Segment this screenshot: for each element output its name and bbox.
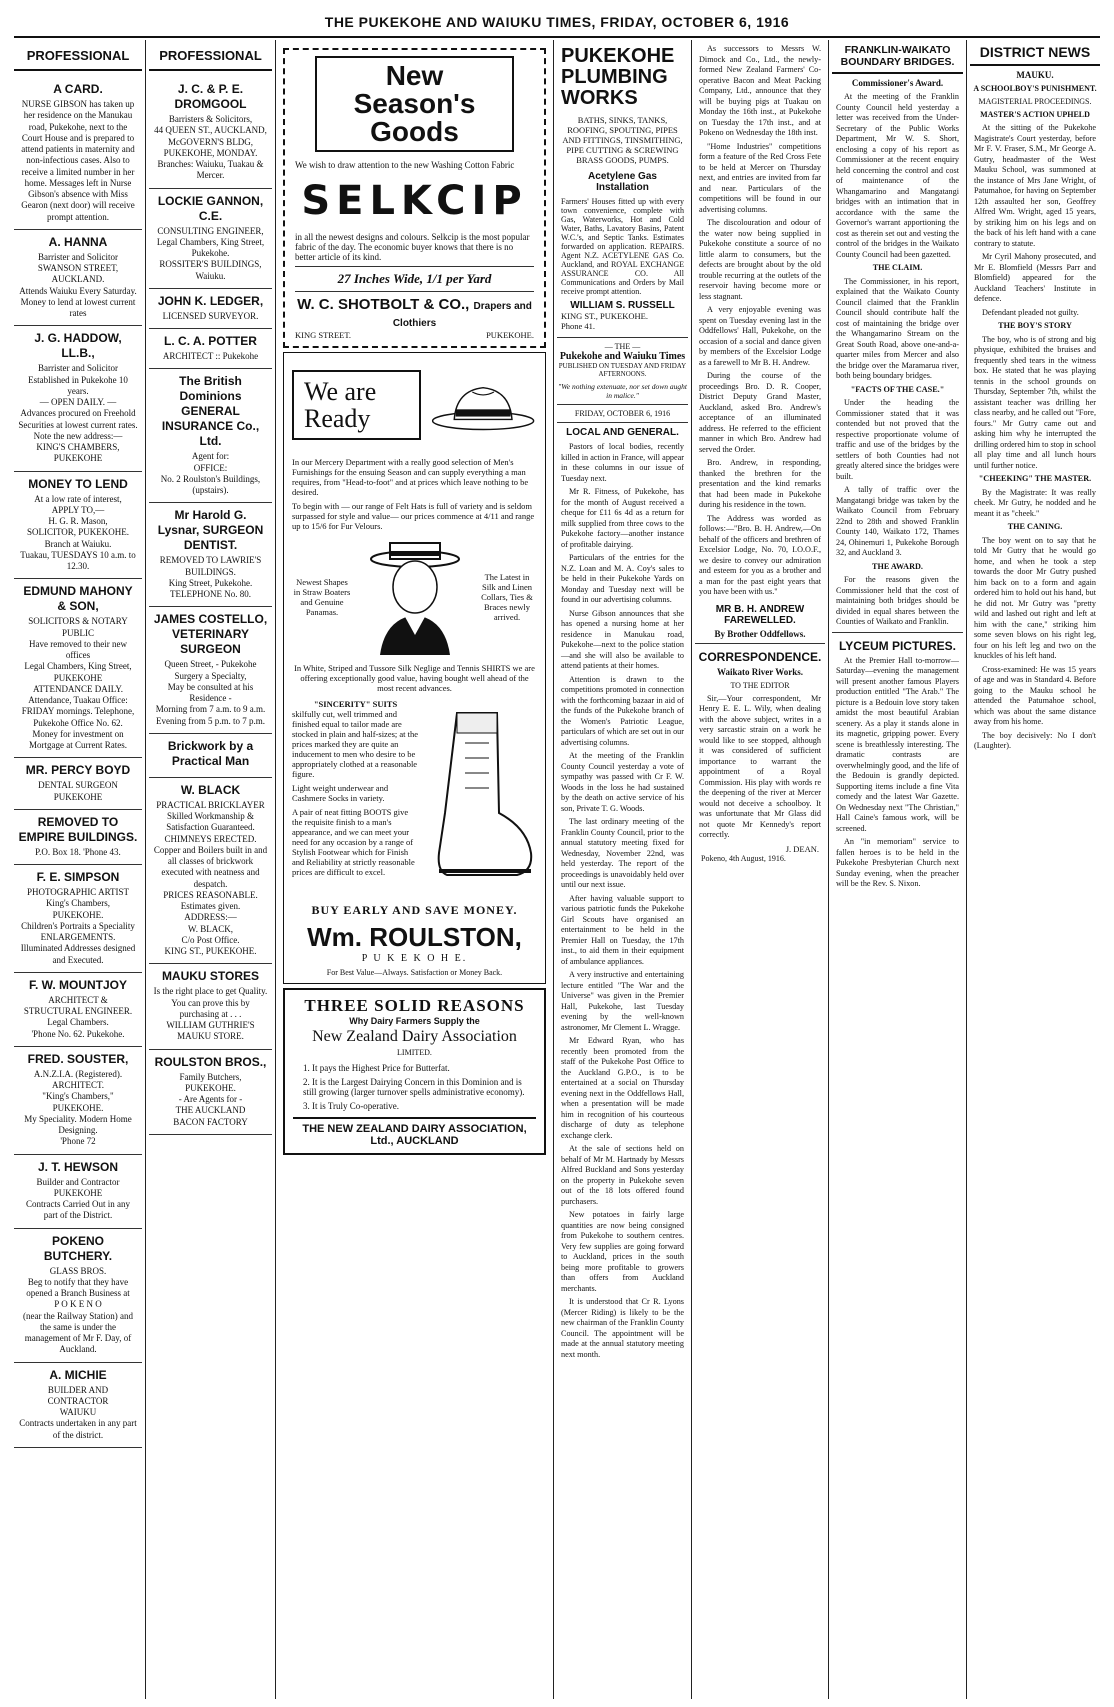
brand-name: SELKCIP bbox=[301, 178, 528, 224]
professional-card bbox=[149, 778, 272, 965]
plumbing-advert bbox=[557, 44, 688, 333]
ad-list bbox=[149, 77, 272, 1135]
card-title: MAUKU STORES bbox=[161, 969, 260, 984]
paragraph: At the meeting of the Franklin County Council yesterday a vote of sympathy was passed with Cr F. W. Woods in the loss he had sustained by the death on active service of his son, Private T. G. Woods. bbox=[561, 751, 684, 813]
paper-name: Pukekohe and Waiuku Times bbox=[559, 351, 686, 362]
professional-card bbox=[14, 1155, 142, 1229]
firm-name: W. C. SHOTBOLT & CO., Drapers and Clothiers bbox=[297, 296, 532, 329]
card-title: J. C. & P. E. DROMGOOL bbox=[174, 82, 247, 111]
paragraph: "Home Industries" competitions form a feature of the Red Cross Fete to be held at Mercer on Thursday next, and entries are invited from far and near. Particulars of the competitions will be found in our advertising columns. bbox=[699, 141, 821, 214]
card-body: DENTAL SURGEON PUKEKOHE bbox=[38, 780, 118, 802]
card-title: J. T. HEWSON bbox=[37, 1159, 118, 1174]
card-title: EDMUND MAHONY & SON, bbox=[23, 584, 133, 614]
professional-card bbox=[14, 77, 142, 230]
selkcip-advert bbox=[283, 48, 546, 348]
ad-intro: In our Mercery Department with a really good selection of Men's Furnishings for the ensuing Season and can supply everything a man requires, from "Head-to-foot" and at prices which leave nothing to be desired. bbox=[292, 457, 529, 497]
card-body: Builder and Contractor PUKEKOHE Contracts Carried Out in any part of the District. bbox=[26, 1176, 130, 1221]
professional-card bbox=[14, 758, 142, 810]
professional-card bbox=[14, 472, 142, 580]
paragraph: Mr Cyril Mahony prosecuted, and Mr E. Blomfield (Messrs Parr and Blomfield) appeared for the Auckland Teachers' Institute in defence. bbox=[974, 252, 1096, 303]
ad-title: We are Ready bbox=[292, 370, 421, 441]
ad-footer: For Best Value—Always. Satisfaction or Money Back. bbox=[326, 968, 503, 977]
column-boundary-bridges bbox=[832, 44, 963, 1699]
ad-suits-title: "SINCERITY" SUITS bbox=[313, 699, 398, 709]
paragraph: At the sitting of the Pukekohe Magistrate's Court yesterday, before Mr F. V. Fraser, S.M., Mr George A. Gutry, headmaster of the West Mauku School, was summoned at the instance of Mrs Jane Wright, of Patumahoe, for having on September 12th assaulted her son, Geoffrey Alfred Wm. Wright, aged 15 years, by striking him on his legs and on the back of his left hand with a cane contrary to statute. bbox=[974, 123, 1096, 248]
ad-name: New Zealand Dairy Association bbox=[312, 1028, 517, 1045]
paragraph: New potatoes in fairly large quantities are now being consigned from Pukekohe to southern centres. Very few supplies are going forward to Auckland, prices in the south being more profitable to growers than offers from Auckland merchants. bbox=[561, 1210, 684, 1293]
ad-ltd: LIMITED. bbox=[397, 1048, 432, 1057]
professional-card bbox=[149, 1050, 272, 1135]
card-body: NURSE GIBSON has taken up her residence on the Manukau road, Pukekohe, next to the Court House and is prepared to attend patients in maternity and non-infectious cases. Also to receive a limited number in her home. Messages left in Nurse Gibson's absence with Miss Gearon (next door) will receive prompt attention. bbox=[21, 99, 135, 222]
article-sub: Commissioner's Award. bbox=[851, 78, 944, 88]
card-title: Brickwork by a Practical Man bbox=[167, 738, 254, 768]
card-body: Agent for: OFFICE: No. 2 Roulston's Buildings, (upstairs). bbox=[160, 451, 261, 495]
correspondence-signature: J. DEAN. bbox=[785, 843, 819, 854]
card-title: REMOVED TO EMPIRE BUILDINGS. bbox=[18, 814, 138, 844]
professional-card bbox=[149, 503, 272, 607]
card-body: CONSULTING ENGINEER, Legal Chambers, King Street, Pukekohe. ROSSITER'S BUILDINGS, Waiuku. bbox=[156, 225, 265, 281]
professional-card bbox=[149, 189, 272, 289]
dateline: FRIDAY, OCTOBER 6, 1916 bbox=[574, 409, 671, 418]
ad-title: New Season's Goods bbox=[315, 56, 514, 152]
card-title: LOCKIE GANNON, C.E. bbox=[157, 193, 264, 223]
ad-sub: Why Dairy Farmers Supply the bbox=[349, 1016, 480, 1026]
card-body: Barristers & Solicitors, 44 QUEEN ST., AUCKLAND, McGOVERN'S BLDG, PUKEKOHE, MONDAY. Branches: Waiuku, Tuakau & Mercer. bbox=[154, 114, 267, 181]
paragraph: A very instructive and entertaining lecture entitled "The War and the Universe" was given in the Premier Hall, Pukekohe, last Tuesday evening by the well-known astronomer, Mr Clement L. Wragge. bbox=[561, 970, 684, 1032]
card-title: ROULSTON BROS., bbox=[154, 1054, 267, 1069]
paragraph: A tally of traffic over the Mangatangi bridge was taken by the Waikato Council from February 22nd to 28th and showed Franklin County 140, Waikato 172, Thames 24, Ohinemuri 1, Pukekohe Borough 32, and Auckland 3. bbox=[836, 485, 959, 557]
subheading: THE BOY'S STORY bbox=[998, 321, 1072, 330]
article-text bbox=[970, 123, 1100, 752]
local-general-text bbox=[557, 442, 688, 1360]
ad-collars: The Latest in Silk and Linen Collars, Ties & Braces newly arrived. bbox=[481, 572, 533, 622]
ad-body: BATHS, SINKS, TANKS, ROOFING, SPOUTING, PIPES AND FITTINGS, TINSMITHING, PIPE CUTTING & SCREWING BRASS GOODS, PUMPS. bbox=[562, 115, 683, 165]
card-title: The British Dominions GENERAL INSURANCE Co., Ltd. bbox=[161, 374, 260, 449]
professional-card bbox=[14, 973, 142, 1047]
points-list bbox=[303, 1063, 526, 1111]
paragraph: It is understood that Cr R. Lyons (Mercer Riding) is likely to be the new chairman of the Franklin County Council. The appointment will be made at the annual statutory meeting next month. bbox=[561, 1297, 685, 1359]
ad-price: 27 Inches Wide, 1/1 per Yard bbox=[337, 271, 492, 286]
firm-address: KING STREET. bbox=[295, 330, 352, 340]
column-divider bbox=[145, 40, 146, 1699]
article-sub: MAGISTERIAL PROCEEDINGS. bbox=[978, 97, 1092, 106]
ad-suits: skilfully cut, well trimmed and finished equal to tailor made are stocked in plain and half-sizes; at the prices marked they are quite an inducement to men who desire to be appropriately clothed at a reasonable figure. bbox=[292, 709, 419, 779]
paragraph: After having valuable support to various patriotic funds the Pukekohe Girl Scouts have organised an entertainment to be held in the Premier Hall on Tuesday, the 17th inst., to aid them in their equipment of ambulance appliances. bbox=[561, 893, 684, 966]
card-body: Barrister and Solicitor Established in Pukekohe 10 years. — OPEN DAILY. — Advances procured on Freehold Securities at lowest current rates. Note the new address:— KING'S CHAMBERS, PUKEKOHE bbox=[18, 363, 138, 464]
professional-card bbox=[149, 607, 272, 734]
reason-item: 3. It is Truly Co-operative. bbox=[303, 1101, 399, 1111]
card-title: F. W. MOUNTJOY bbox=[28, 977, 127, 992]
card-body: PRACTICAL BRICKLAYER Skilled Workmanship & Satisfaction Guaranteed. CHIMNEYS ERECTED. Copper and Boilers built in and all classes of brickwork executed with neatness and despatch. PRICES REASONABLE. Estimates given. ADDRESS:— W. BLACK, C/o Post Office. KING ST., PUKEKOHE. bbox=[153, 799, 268, 956]
card-body: SOLICITORS & NOTARY PUBLIC Have removed to their new offices Legal Chambers, King Street, PUKEKOHE ATTENDANCE DAILY. Attendance, Tuakau Office: FRIDAY mornings. Telephone, Pukekohe Office No. 62. Money for investment on Mortgage at Current Rates. bbox=[21, 616, 135, 750]
paragraph: Bro. Andrew, in responding, thanked the brethren for the presentation and the kind remarks that had been made in Pukekohe during his residence in the town. bbox=[699, 458, 821, 509]
paragraph: A very enjoyable evening was spent on Tuesday evening last in the Oddfellows' Hall, Pukekohe, on the occasion of a social and dance given by members of the Excelsior Lodge as a farewell to Mr B. H. Andrew. bbox=[699, 305, 821, 367]
article-title: FRANKLIN-WAIKATO BOUNDARY BRIDGES. bbox=[832, 44, 963, 74]
column-plumbing-local bbox=[557, 44, 688, 1699]
column-divider bbox=[275, 40, 276, 1699]
column-divider bbox=[966, 40, 967, 1699]
paragraph: Mr R. Fitness, of Pukekohe, has for the month of August received a cheque for £11 6s 4d as a return for milk supplied from three cows to the Pukekohe factory—another instance of profitable dairying. bbox=[561, 487, 684, 549]
ad-title: THREE SOLID REASONS bbox=[304, 996, 525, 1015]
subheading: THE CANING. bbox=[1007, 522, 1063, 531]
card-title: FRED. SOUSTER, bbox=[27, 1051, 129, 1066]
professional-card bbox=[14, 1229, 142, 1363]
column-divider bbox=[828, 40, 829, 1699]
card-title: MR. PERCY BOYD bbox=[25, 763, 131, 778]
professional-card bbox=[149, 964, 272, 1049]
roulston-advert bbox=[283, 352, 546, 984]
card-title: Mr Harold G. Lysnar, SURGEON DENTIST. bbox=[157, 508, 264, 553]
card-body: GLASS BROS. Beg to notify that they have opened a Branch Business at P O K E N O (near the Railway Station) and the same is under the management of Mr F. Day, of Auckland. bbox=[23, 1265, 133, 1355]
ad-sub: Acetylene Gas Installation bbox=[588, 171, 657, 193]
card-title: W. BLACK bbox=[180, 782, 241, 797]
section-title: DISTRICT NEWS bbox=[970, 44, 1100, 66]
place-name: MAUKU. bbox=[1016, 70, 1054, 80]
masthead-rule bbox=[14, 36, 1100, 38]
card-body: Barrister and Solicitor SWANSON STREET, AUCKLAND. Attends Waiuku Every Saturday. Money to lend at lowest current rates bbox=[19, 251, 137, 318]
professional-card bbox=[14, 326, 142, 471]
card-body: ARCHITECT :: Pukekohe bbox=[162, 351, 259, 361]
ad-footer: THE NEW ZEALAND DAIRY ASSOCIATION, Ltd., AUCKLAND bbox=[293, 1117, 536, 1147]
paragraph: The discolouration and odour of the water now being supplied in Pukekohe constitute a source of no little alarm to consumers, but the defects are brought about by the old trouble recurring at the outlets of the reservoir having become more or less stagnant. bbox=[699, 218, 821, 301]
firm-name: Wm. ROULSTON, bbox=[307, 922, 522, 952]
card-body: LICENSED SURVEYOR. bbox=[162, 310, 259, 321]
card-body: P.O. Box 18. 'Phone 43. bbox=[35, 846, 121, 857]
correspondence-date: Pokeno, 4th August, 1916. bbox=[701, 853, 786, 863]
firm-town: P U K E K O H E. bbox=[361, 953, 468, 964]
paragraph: As successors to Messrs W. Dimock and Co., Ltd., the newly-formed New Zealand Farmers' Co-operative Bacon and Meat Packing Company, Ltd., announce that they will be buying pigs at Tuakau on Monday the 16th inst., at Pukekohe on Tuesday the 17th inst., and at Pokeno on Wednesday the 18th inst. bbox=[699, 44, 821, 137]
professional-card bbox=[14, 810, 142, 865]
article-sub: MASTER'S ACTION UPHELD bbox=[980, 110, 1090, 119]
farewell-byline: By Brother Oddfellows. bbox=[714, 628, 806, 639]
card-body: BUILDER AND CONTRACTOR WAIUKU Contracts undertaken in any part of the district. bbox=[19, 1384, 137, 1440]
dairy-association-advert bbox=[283, 988, 546, 1155]
column-advertisements bbox=[279, 44, 550, 1699]
column-divider bbox=[553, 40, 554, 1699]
paragraph: At the sale of sections held on behalf of Mr M. Hartnady by Messrs Alfred Buckland and Sons yesterday on the property in Pukekohe seven out of the 18 lots offered found purchasers. bbox=[561, 1144, 684, 1206]
ad-body: in all the newest designs and colours. Selkcip is the most popular fabric of the day. The economic buyer knows that there is no better article of its kind. bbox=[295, 232, 530, 262]
ad-text: Farmers' Houses fitted up with every town convenience, complete with Gas, Waterworks, Hot and Cold Water, Baths, Lavatory Basins, Patent W.C.'s, and Septic Tanks. Estimates forwarded on application. REPAIRS. Agent N.Z. ACETYLENE GAS Co. Auckland, and ROYAL EXCHANGE ASSURANCE CO. All Communications and Orders by Mail receive prompt attention. bbox=[561, 197, 684, 296]
card-body: Is the right place to get Quality. You can prove this by purchasing at . . . WILLIAM GUTHRIE'S MAUKU STORE. bbox=[153, 986, 268, 1042]
column-professional-1 bbox=[14, 44, 142, 1699]
professional-card bbox=[149, 369, 272, 503]
card-title: POKENO BUTCHERY. bbox=[43, 1233, 113, 1263]
card-body: PHOTOGRAPHIC ARTIST King's Chambers, PUKEKOHE. Children's Portraits a Speciality ENLARGEMENTS. Illuminated Addresses designed and Executed. bbox=[20, 887, 136, 965]
paragraph: By the Magistrate: It was really cheek. Mr Gutry, he nodded and he meant it as "cheek." bbox=[974, 487, 1096, 518]
paragraph: Particulars of the entries for the N.Z. Loan and M. A. Coy's sales to be held in their Pukekohe Yards on Monday and Tuesday next will be found in our advertising columns. bbox=[561, 553, 684, 604]
news-text bbox=[695, 44, 825, 598]
ad-slogan: BUY EARLY AND SAVE MONEY. bbox=[311, 903, 518, 917]
paper-nameplate bbox=[557, 342, 688, 438]
card-title: JOHN K. LEDGER, bbox=[157, 293, 264, 308]
professional-card bbox=[14, 1363, 142, 1448]
paragraph: For the reasons given the Commissioner held that the cost of maintaining both bridges should be divided in equal shares between the Counties of Waikato and Franklin. bbox=[836, 575, 959, 626]
card-title: A. MICHIE bbox=[49, 1367, 107, 1382]
correspondence-to: TO THE EDITOR bbox=[730, 680, 790, 690]
article-text bbox=[832, 92, 963, 628]
farewell-title: MR B. H. ANDREW FAREWELLED. bbox=[715, 603, 805, 626]
card-body: A.N.Z.I.A. (Registered). ARCHITECT. "King's Chambers," PUKEKOHE. My Speciality. Modern Home Designing. 'Phone 72 bbox=[24, 1068, 132, 1147]
lyceum-text: At the Premier Hall to-morrow—Saturday—evening the management will present another famous Players production entitled "The Arab." The picture is a Bedouin love story taken amidst the most beautiful Arabian scenery. As a play it stands alone in its magnetic, gripping power. Every scene is breathlessly interesting. The dramatic contrasts are overwhelmingly good, and the life of the Bedouin is grandly depicted. Supporting items include a fine Vita comedy and the latest War Gazette. On Wednesday next "The Christian," Hall Caine's famous work, will be screened. An "in memoriam" service to fallen heroes is to be held in the Pukekohe Presbyterian Church next Sunday evening, when the preacher will be the Rev. S. Nixon. bbox=[836, 655, 959, 888]
reason-item: 2. It is the Largest Dairying Concern in this Dominion and is still growing (larger turnover spells administrative economy). bbox=[303, 1077, 525, 1097]
professional-card bbox=[14, 865, 142, 973]
card-title: A CARD. bbox=[53, 82, 103, 96]
ad-intro: We wish to draw attention to the new Washing Cotton Fabric bbox=[295, 160, 515, 170]
hat-illustration-icon bbox=[429, 365, 537, 445]
paragraph: The Address was worded as follows:—"Bro. B. H. Andrew,—On behalf of the officers and brethren of Excelsior Lodge, No. 70, I.O.O.F., we desire to convey our admiration and esteem for you as a brother and a man for the past eight years that you have been with us." bbox=[699, 513, 821, 596]
correspondence-subject: Waikato River Works. bbox=[717, 666, 803, 677]
firm-town: PUKEKOHE. bbox=[486, 330, 534, 340]
paragraph: Nurse Gibson announces that she has opened a nursing home at her residence in Manukau road, Pukekohe—next to the police station—and she will also be available to attend patients at their homes. bbox=[561, 608, 684, 670]
professional-card bbox=[149, 77, 272, 189]
professional-card bbox=[149, 329, 272, 369]
subheading: THE CLAIM. bbox=[872, 263, 923, 272]
column-header: PROFESSIONAL bbox=[149, 44, 272, 71]
card-body: ARCHITECT & STRUCTURAL ENGINEER. Legal Chambers. 'Phone No. 62. Pukekohe. bbox=[23, 994, 133, 1039]
article-sub: A SCHOOLBOY'S PUNISHMENT. bbox=[973, 84, 1097, 93]
paragraph: The boy, who is of strong and big physique, exhibited the bruises and frequently shed tears in the witness box. He stated that he was playing tennis in the school grounds on Thursday, September 7th, whilst the assistant teacher was drilling her class nearby, and he called out "Fore, fours." Mr Gutry came out and asking him why he interrupted the drilling ordered him to stop in school all play time and all lunch hours until further notice. bbox=[974, 334, 1096, 470]
card-body: Family Butchers, PUKEKOHE. - Are Agents for - THE AUCKLAND BACON FACTORY bbox=[173, 1071, 248, 1127]
ad-list bbox=[14, 77, 142, 1448]
card-body: Queen Street, - Pukekohe Surgery a Specialty, May be consulted at his Residence - Morning from 7 a.m. to 9 a.m. Evening from 5 p.m. to 7 p.m. bbox=[155, 659, 266, 726]
reason-item: 1. It pays the Highest Price for Butterfat. bbox=[303, 1063, 450, 1073]
paragraph: Attention is drawn to the competitions promoted in connection with the forthcoming bazaar in aid of the funds of the Pukekohe branch of the Women's Patriotic League, particulars of which are set out in our advertising columns. bbox=[561, 674, 684, 747]
card-title: L. C. A. POTTER bbox=[164, 334, 257, 348]
professional-card bbox=[14, 230, 142, 327]
paragraph: Pastors of local bodies, recently killed in action in France, will appear in these columns in our issue of Tuesday next. bbox=[561, 442, 684, 483]
paragraph: Mr Edward Ryan, who has recently been promoted from the staff of the Pukekohe Post Office to the Auckland G.P.O., is to be entertained at a social on Thursday evening next in the Oddfellows Hall, when a presentation will be made him in recognition of his courteous discharge of duty as telephone exchange clerk. bbox=[561, 1036, 684, 1140]
ad-body: To begin with — our range of Felt Hats is full of variety and is seldom surpassed for style and value— our prices commence at 4/11 and range up to 15/6 for Fur Velours. bbox=[292, 501, 535, 531]
paragraph: The boy decisively: No I don't (Laughter). bbox=[974, 730, 1096, 750]
paragraph: The Commissioner, in his report, explained that the Waikato County Council claimed that the Franklin Council should contribute half the cost of maintaining the bridge over the Whangamarino Stream on the Great South Road, above one-and-a-quarter miles from Mercer and also the bridge over the Maramarua river, both being boundary bridges. bbox=[836, 276, 959, 380]
subheading: THE AWARD. bbox=[872, 561, 923, 571]
column-divider bbox=[691, 40, 692, 1699]
firm-address: KING ST., PUKEKOHE. Phone 41. bbox=[561, 311, 648, 331]
paragraph: Defendant pleaded not guilty. bbox=[982, 307, 1079, 317]
professional-card bbox=[14, 579, 142, 758]
card-title: J. G. HADDOW, LL.B., bbox=[34, 331, 122, 361]
card-body: At a low rate of interest, APPLY TO,— H. G. R. Mason, SOLICITOR, PUKEKOHE. Branch at Waiuku. Tuakau, TUESDAYS 10 a.m. to 12.30. bbox=[20, 493, 136, 571]
paragraph: The boy went on to say that he told Mr Gutry that he would go home, and when he took a step towards the door Mr Gutry pushed him back on to a form and again ordered him to hold out his hand, but he did not. Mr Gutry was "pretty wild and lashed out right and left at him with the cane," striking him some seven blows on his right leg, four on his left leg and two on the knuckles of his left hand. bbox=[974, 535, 1096, 660]
ad-boaters: Newest Shapes in Straw Boaters and Genuine Panamas. bbox=[293, 577, 351, 617]
column-professional-2 bbox=[149, 44, 272, 1699]
professional-card bbox=[149, 289, 272, 329]
paper-the: — THE — bbox=[604, 342, 641, 351]
section-title: LOCAL AND GENERAL. bbox=[566, 427, 679, 438]
paper-published: PUBLISHED ON TUESDAY AND FRIDAY AFTERNOONS. bbox=[558, 362, 687, 378]
subheading: "CHEEKING" THE MASTER. bbox=[978, 474, 1092, 483]
professional-card bbox=[149, 734, 272, 778]
column-header: PROFESSIONAL bbox=[14, 44, 142, 71]
paragraph: Cross-examined: He was 15 years of age and was in Standard 4. Before going to the Mauku school he attended the Patumahoe school, which was about the same distance away from his home. bbox=[974, 664, 1096, 726]
column-district-news bbox=[970, 44, 1100, 1699]
correspondence-text: Sir,—Your correspondent, Mr Henry E. E. L. Wily, when dealing with the above subject, writes in a very sarcastic strain on a work he would like to see stopped, although it was considered of sufficient importance to warrant the appointment of a Royal Commission. His play with words re the deepening of the river at Mercer would not deceive a schoolboy. It was unfortunate that Mr Glass did not quote Mr Kennedy's report correctly. bbox=[699, 693, 821, 839]
card-title: MONEY TO LEND bbox=[28, 476, 128, 491]
paragraph: During the course of the proceedings Bro. D. R. Cooper, District Deputy Grand Master, Auckland, asked Bro. Andrew's acceptance of an illuminated address. He referred to the efficient manner in which Bro. Andrew had served the Order. bbox=[699, 371, 821, 454]
firm-name: WILLIAM S. RUSSELL bbox=[570, 300, 675, 311]
card-title: F. E. SIMPSON bbox=[36, 870, 120, 884]
paragraph: The last ordinary meeting of the Franklin County Council, prior to the annual statutory meeting fixed for Wednesday, November 22nd, was held yesterday. The report of the proceedings is unavoidably held over until our next issue. bbox=[561, 817, 684, 889]
lyceum-title: LYCEUM PICTURES. bbox=[839, 638, 956, 653]
paragraph: Under the heading the Commissioner stated that it was contended but not proved that the respective proportionate volume of traffic and use of the bridges by the settlers of both Counties had not greatly altered since the bridges were built. bbox=[836, 398, 959, 481]
ad-socks: Light weight underwear and Cashmere Socks in variety. bbox=[292, 783, 389, 803]
subheading: "FACTS OF THE CASE." bbox=[850, 384, 945, 394]
card-body: REMOVED TO LAWRIE'S BUILDINGS. King Street, Pukekohe. TELEPHONE No. 80. bbox=[159, 555, 262, 599]
paper-motto: "We nothing extenuate, nor set down aught in malice." bbox=[558, 382, 687, 400]
paragraph: At the meeting of the Franklin County Council held yesterday a letter was received from the Under-Secretary of the Public Works Department, Mr W. S. Short, enclosing a copy of his report as Commissioner at the recent enquiry held concerning the control and cost of maintenance of the Whangamarino and Mangatangi bridges with an intimation that in accordance with the same the Governor's warrant apportioning the cost as therein set out and vesting the control of the bridges in the Waikato County Council had been gazetted. bbox=[836, 92, 959, 259]
masthead: THE PUKEKOHE AND WAIUKU TIMES, FRIDAY, OCTOBER 6, 1916 bbox=[324, 14, 790, 30]
card-title: JAMES COSTELLO, VETERINARY SURGEON bbox=[153, 612, 268, 657]
ad-title: PUKEKOHE PLUMBING WORKS bbox=[561, 45, 675, 109]
professional-card bbox=[14, 1047, 142, 1155]
man-portrait-icon bbox=[360, 537, 470, 657]
ad-boots: A pair of neat fitting BOOTS give the requisite finish to a man's appearance, and we can meet your need for any occasion by a range of Stylish Footwear which for Finish and Reliability at strictly reasonable prices are difficult to excel. bbox=[292, 807, 415, 877]
column-news-5 bbox=[695, 44, 825, 1699]
ad-shirts: In White, Striped and Tussore Silk Neglige and Tennis SHIRTS we are offering exceptionally good value, having bought well ahead of the most recent advances. bbox=[294, 663, 535, 693]
boot-illustration-icon bbox=[427, 703, 537, 893]
correspondence-title: CORRESPONDENCE. bbox=[698, 649, 822, 664]
card-title: A. HANNA bbox=[48, 234, 108, 249]
